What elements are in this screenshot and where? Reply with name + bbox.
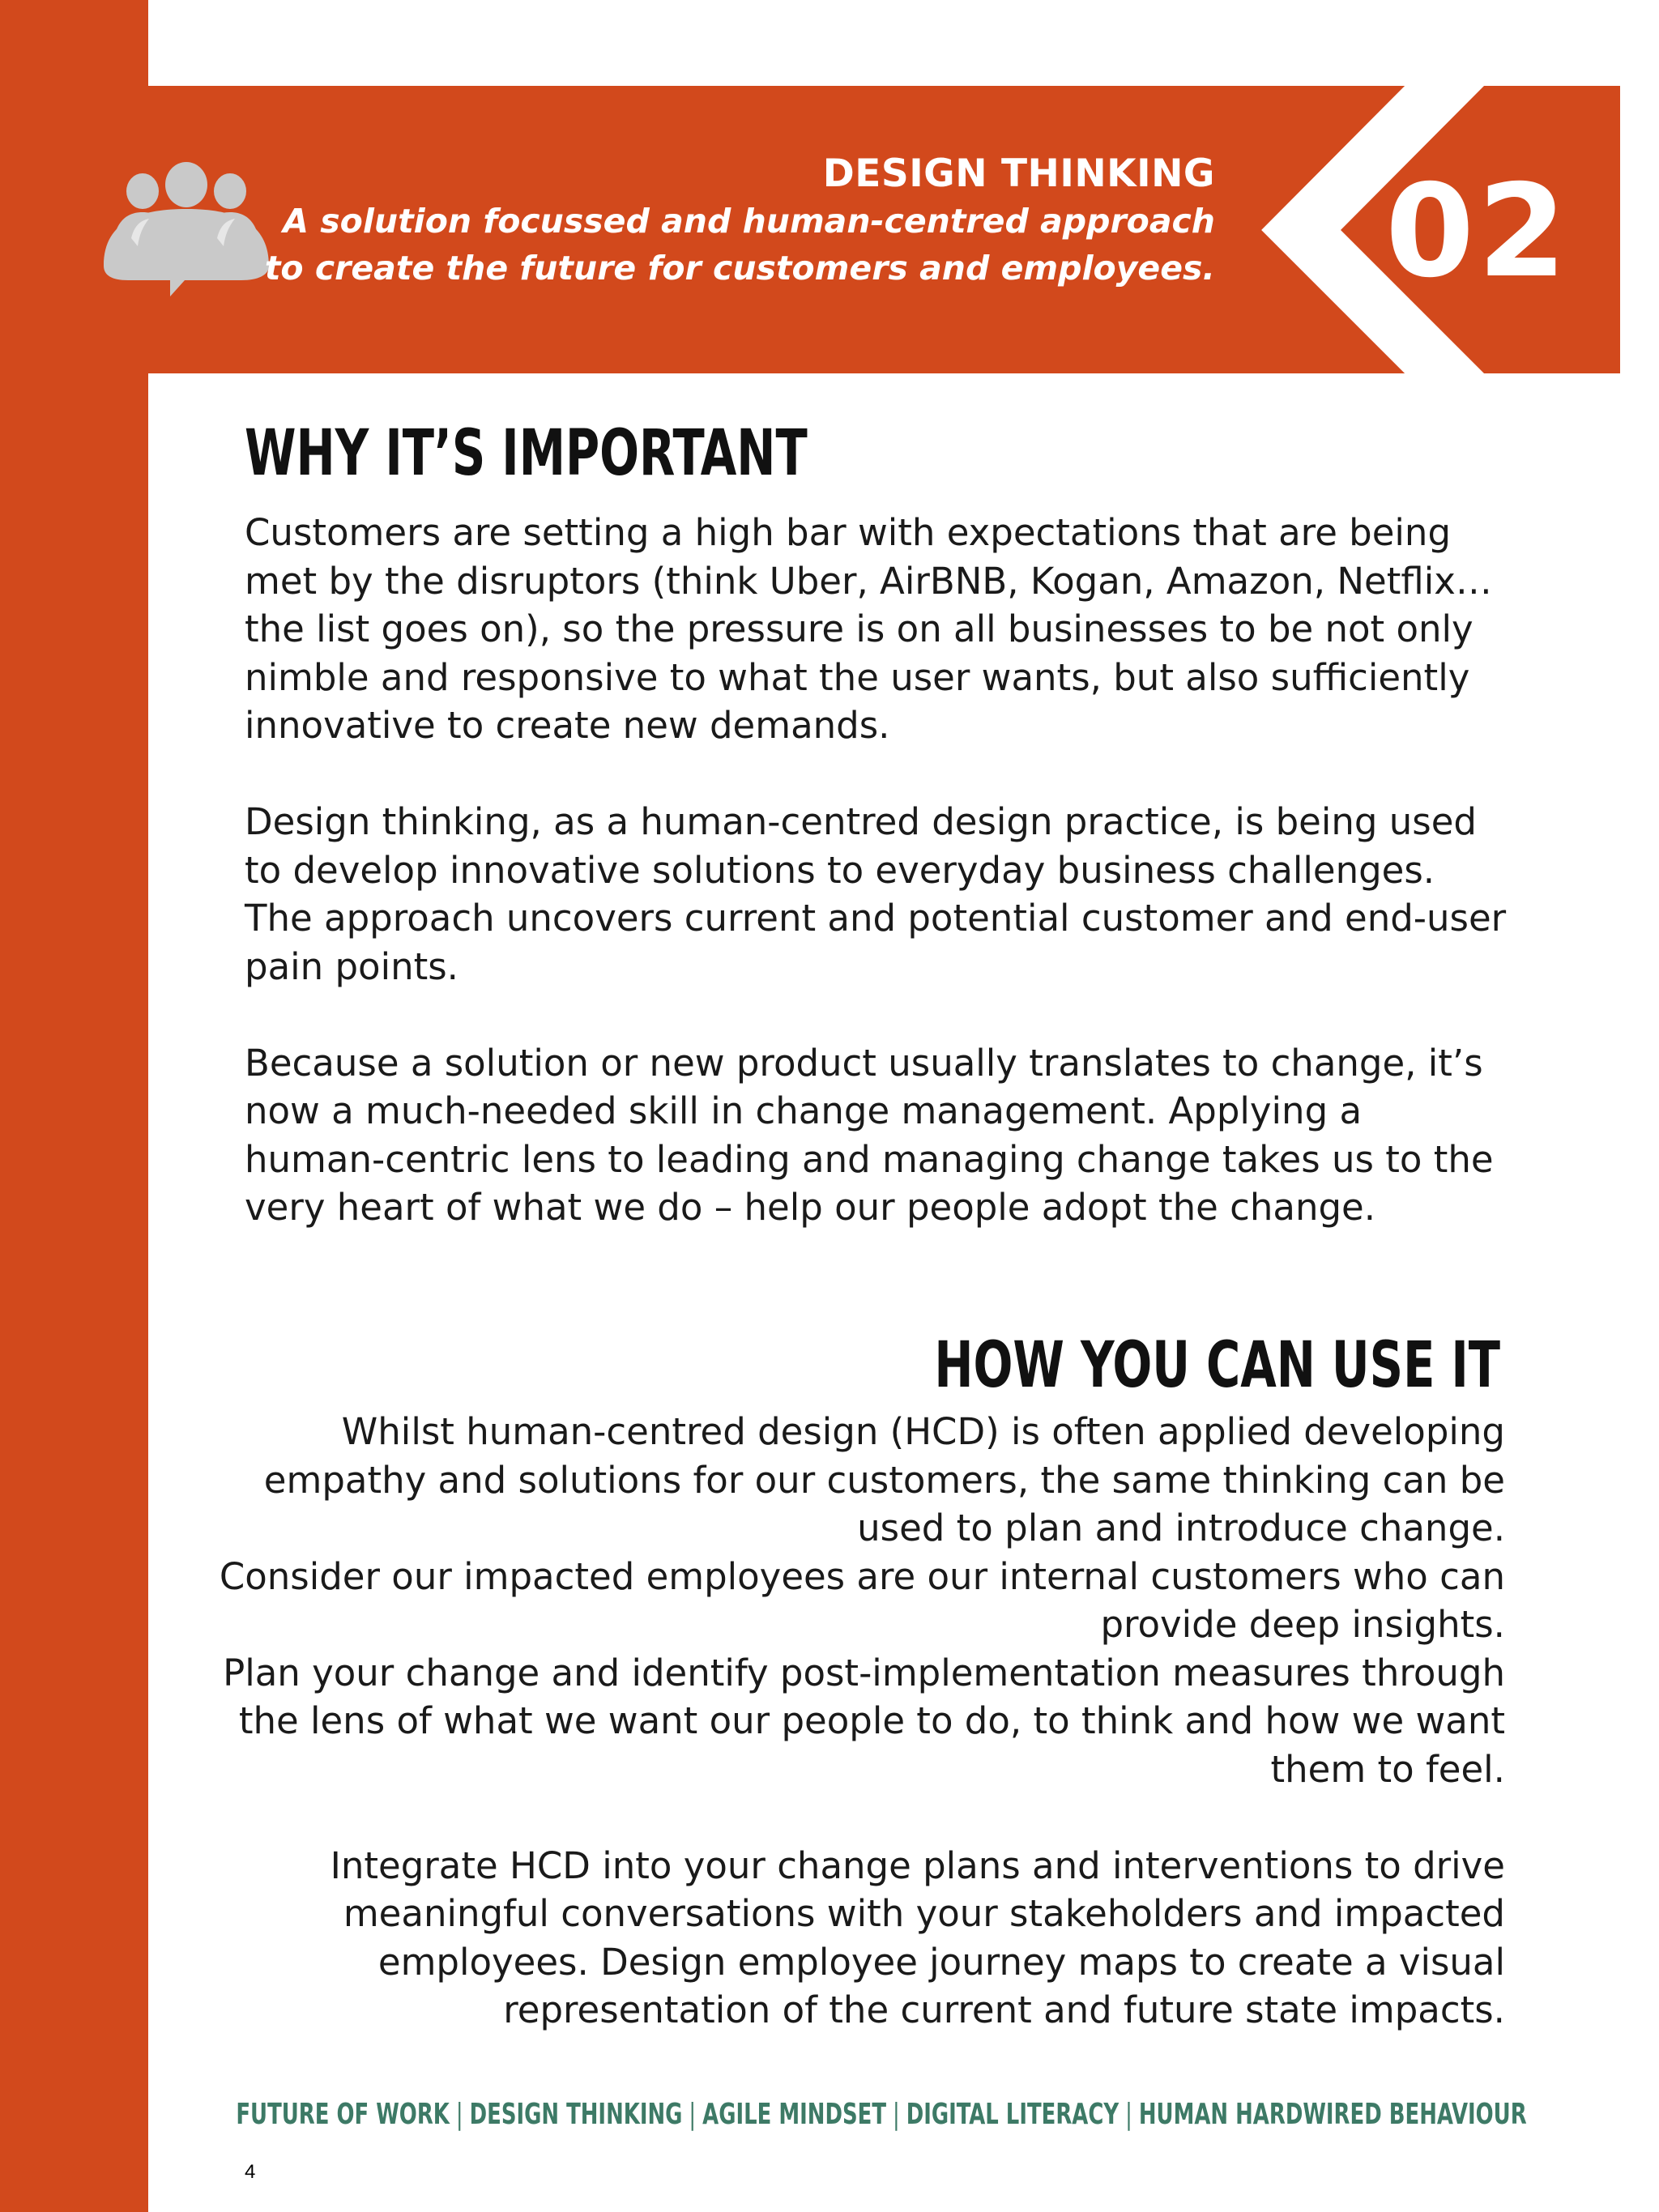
footer-topic-digital-literacy: DIGITAL LITERACY — [906, 2098, 1120, 2131]
footer-topic-nav — [237, 2095, 1527, 2135]
why-paragraph-3: Because a solution or new product usually translates to change, it’s now a much-needed skill in change management. Applying a human-centric lens to leading and managing change takes us to the very heart of what we do – help our people adopt the change. — [245, 1041, 1494, 1229]
how-paragraph-4: Integrate HCD into your change plans and interventions to drive meaningful conversations with your stakeholders and impacted employees. Design employee journey maps to create a visual representation of the current and future state impacts. — [330, 1843, 1505, 2031]
footer-separator: | — [689, 2098, 697, 2131]
why-paragraph-2: Design thinking, as a human-centred design practice, is being used to develop innovative solutions to everyday business challenges. The approach uncovers current and potential customer and end-user pain points. — [245, 800, 1507, 988]
subtitle-line-1: A solution focussed and human-centred approach — [283, 202, 1215, 241]
footer-separator: | — [456, 2098, 463, 2131]
subtitle-line-2: to create the future for customers and employees. — [264, 249, 1215, 288]
how-paragraph-2: Consider our impacted employees are our internal customers who can provide deep insights. — [219, 1554, 1505, 1646]
header-text-block — [178, 151, 1215, 292]
section-title: DESIGN THINKING — [822, 151, 1215, 196]
why-paragraph-1: Customers are setting a high bar with expectations that are being met by the disruptors (think Uber, AirBNB, Kogan, Amazon, Netflix…the list goes on), so the pressure is on all businesses to be not only nimble and responsive to what the user wants, but also sufficiently innovative to create new demands. — [245, 511, 1492, 747]
why-body — [245, 509, 1508, 1232]
why-heading: WHY IT’S IMPORTANT — [245, 417, 808, 490]
how-paragraph-1: Whilst human-centred design (HCD) is often applied developing empathy and solutions for our customers, the same thinking can be used to plan and introduce change. — [263, 1410, 1505, 1549]
footer-topic-design-thinking: DESIGN THINKING — [469, 2098, 683, 2131]
footer-topic-agile-mindset: AGILE MINDSET — [702, 2098, 887, 2131]
how-body — [193, 1408, 1505, 2035]
footer-topic-future-of-work: FUTURE OF WORK — [236, 2098, 450, 2131]
footer-separator: | — [1125, 2098, 1133, 2131]
footer-separator: | — [893, 2098, 901, 2131]
section-number: 02 — [1385, 157, 1570, 306]
footer-topic-human-hardwired-behaviour: HUMAN HARDWIRED BEHAVIOUR — [1139, 2098, 1527, 2131]
how-heading: HOW YOU CAN USE IT — [934, 1329, 1500, 1402]
section-subtitle — [178, 198, 1215, 292]
how-paragraph-3: Plan your change and identify post-implementation measures through the lens of what we want our people to do, to think and how we want them to feel. — [223, 1651, 1505, 1791]
page-number: 4 — [245, 2161, 256, 2183]
